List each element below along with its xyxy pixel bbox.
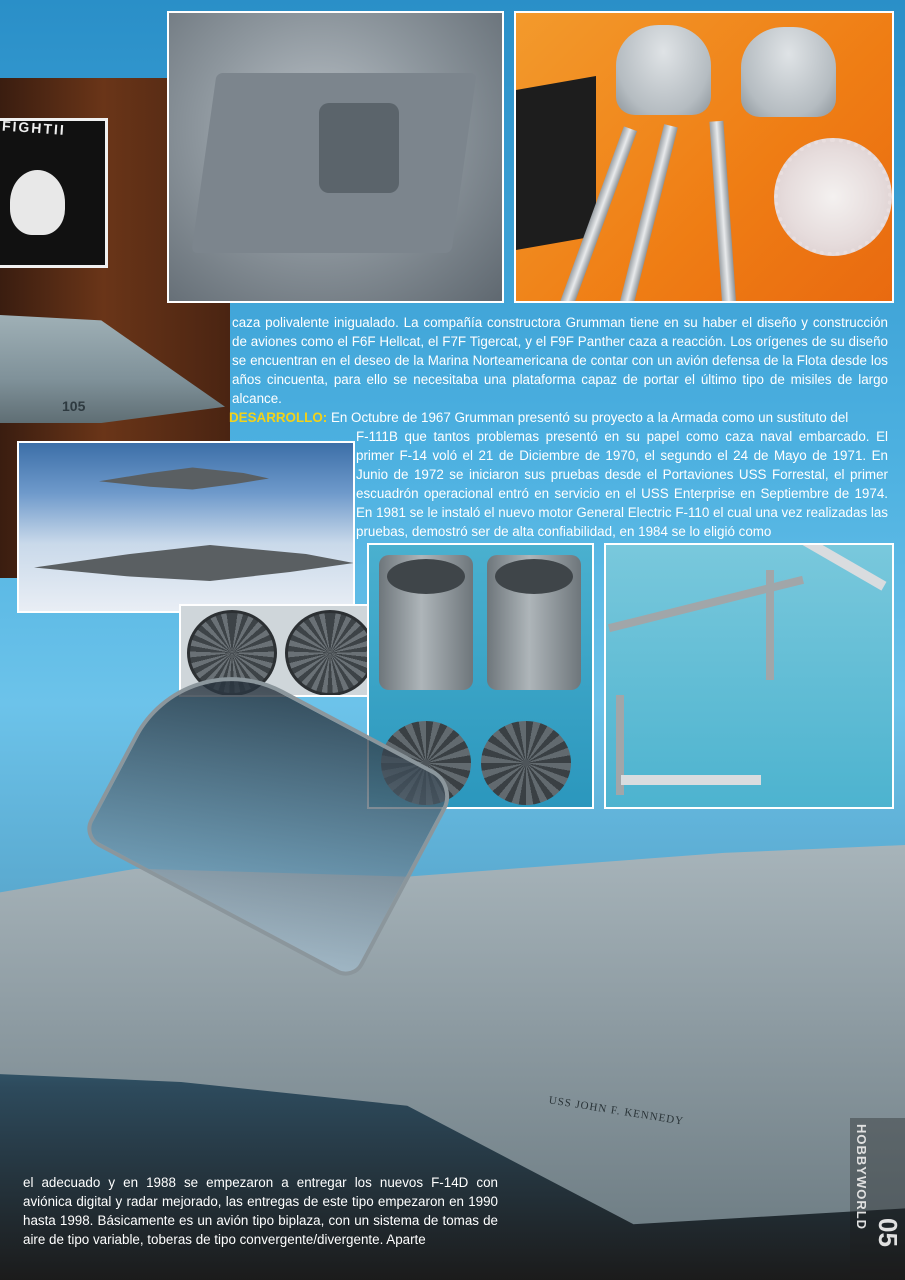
exhaust-tube-left bbox=[379, 555, 473, 690]
intro-text: caza polivalente inigualado. La compañía constructora Grumman tiene en su haber el diseño y construcción de aviones como el F6F Hellcat, el F7F Tigercat, y el F9F Panther caza a reacción. Los orígenes de su diseño se encuentran en el deseo de la Marina Norteamericana de contar con un avión defensa de la Flota desde los años cincuenta, para ello se necesitaba una plataforma capaz de portar el último tipo de misiles de largo alcance. bbox=[232, 315, 888, 406]
development-paragraph bbox=[356, 427, 888, 541]
exhaust-tube-right bbox=[487, 555, 581, 690]
gear-leg bbox=[791, 543, 887, 591]
section-label-desarrollo: DESARROLLO: bbox=[229, 410, 328, 425]
exhaust-disc-right bbox=[481, 721, 571, 805]
ship-name-marking: USS JOHN F. KENNEDY bbox=[547, 1094, 685, 1128]
bottom-paragraph bbox=[23, 1173, 498, 1249]
patch-text: FIGHTII bbox=[1, 117, 67, 138]
page-number: 05 bbox=[873, 1218, 903, 1247]
intro-paragraph bbox=[232, 313, 888, 408]
gear-strut bbox=[621, 775, 761, 785]
metal-strip-3 bbox=[709, 121, 736, 303]
sprue-bar-1 bbox=[608, 576, 804, 632]
magazine-footer bbox=[850, 1118, 905, 1280]
sky-jets-photo bbox=[17, 441, 355, 613]
intake-cone-right bbox=[741, 27, 836, 117]
fan-disc-right bbox=[285, 610, 374, 696]
magazine-brand: HOBBYWORLD bbox=[854, 1124, 869, 1231]
intake-cone-left bbox=[616, 25, 711, 115]
cockpit-kit-photo bbox=[167, 11, 504, 303]
bottom-text: el adecuado y en 1988 se empezaron a entregar los nuevos F-14D con aviónica digital y radar mejorado, las entregas de este tipo empezaron en 1990 hasta 1998. Básicamente es un avión tipo biplaza, con un sistema de tomas de aire de tipo variable, toberas de tipo convergente/divergente. Aparte bbox=[23, 1175, 498, 1247]
dark-sheet-shape bbox=[516, 76, 596, 250]
engine-parts-photo bbox=[514, 11, 894, 303]
development-text-first: En Octubre de 1967 Grumman presentó su proyecto a la Armada como un sustituto del bbox=[330, 410, 849, 425]
jet-silhouette-small bbox=[99, 451, 269, 506]
development-text: F-111B que tantos problemas presentó en su papel como caza naval embarcado. El primer F-14 voló el 21 de Diciembre de 1970, el segundo el 24 de Mayo de 1971. En Junio de 1972 se iniciaron sus pruebas desde el Portaviones USS Forrestal, el primer escuadrón operacional entró en servicio en el USS Enterprise en Septiembre de 1974. En 1981 se le instaló el nuevo motor General Electric F-110 el cual una vez realizadas las pruebas, demostró ser de alta confiabilidad, en 1984 se lo eligió como bbox=[356, 429, 888, 539]
development-first-line bbox=[229, 408, 888, 427]
jet-silhouette-large bbox=[34, 518, 354, 608]
skull-emblem-icon bbox=[10, 170, 65, 235]
landing-gear-photo bbox=[604, 543, 894, 809]
nose-number: 105 bbox=[62, 398, 86, 414]
gear-part bbox=[774, 138, 892, 256]
sprue-bar-2 bbox=[766, 570, 774, 680]
